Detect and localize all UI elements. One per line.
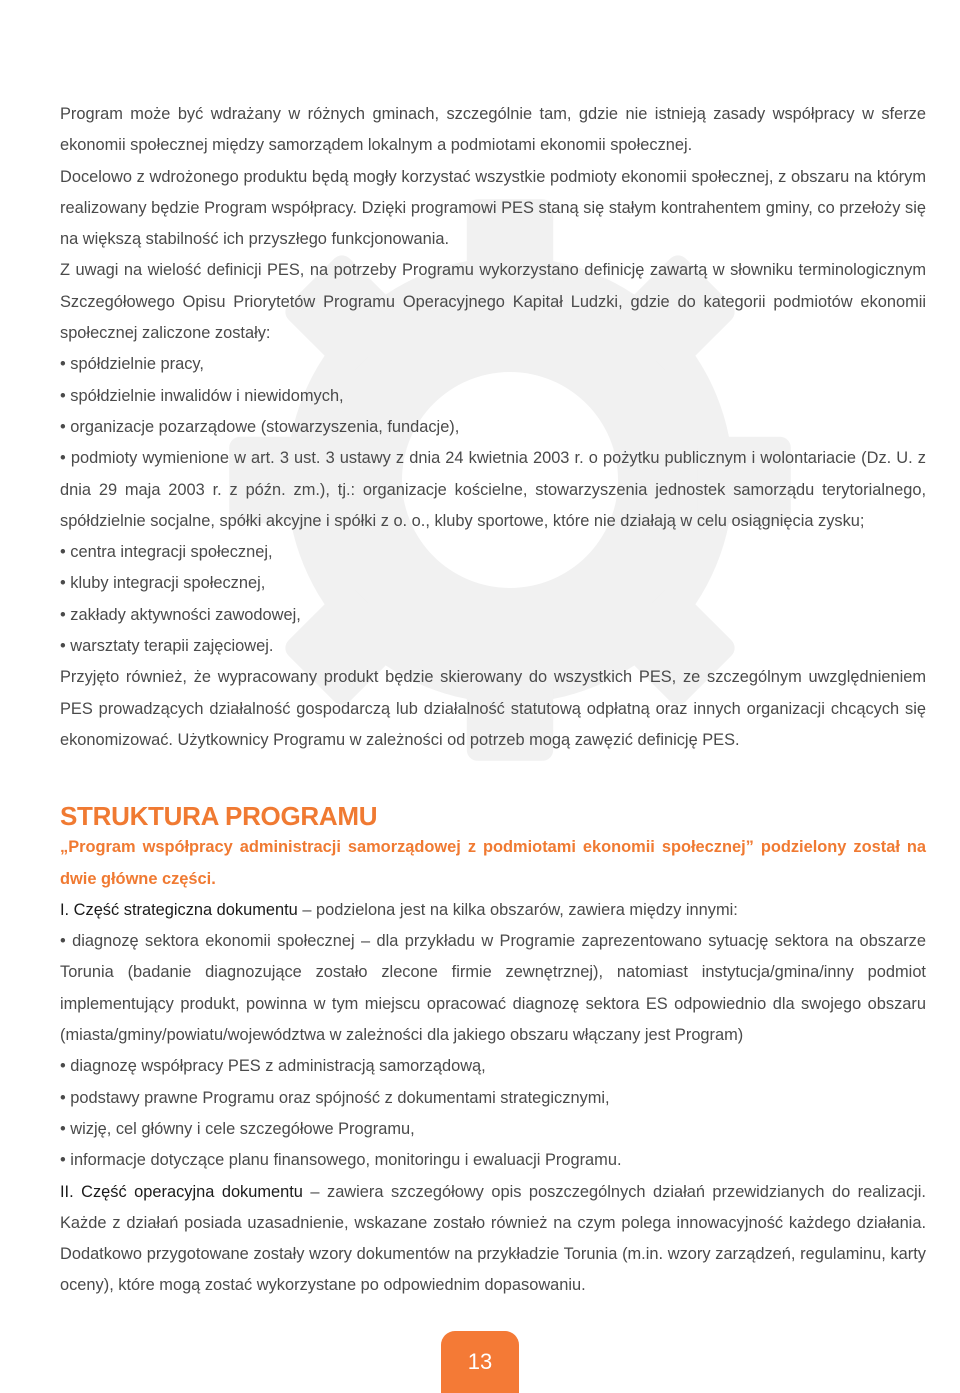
list-item: • diagnozę współpracy PES z administracją samorządową, (60, 1051, 926, 1082)
list-item: • zakłady aktywności zawodowej, (60, 600, 926, 631)
page-number-badge (441, 1331, 519, 1393)
list-item: • informacje dotyczące planu finansowego, monitoringu i ewaluacji Programu. (60, 1145, 926, 1176)
part1-text: – podzielona jest na kilka obszarów, zawiera między innymi: (297, 900, 738, 919)
intro-paragraph-2: Docelowo z wdrożonego produktu będą mogły korzystać wszystkie podmioty ekonomii społecznej, z obszaru na którym realizowany będzie Program współpracy. Dzięki programowi PES staną się stałym kontrahentem gminy, co przełoży się na większą stabilność ich przyszłego funkcjonowania. (60, 167, 926, 249)
document-body (60, 99, 926, 1302)
section-subheading: „Program współpracy administracji samorządowej z podmiotami ekonomii społecznej” podzielony został na dwie główne części. (60, 838, 926, 888)
part2-text: – zawiera szczegółowy opis poszczególnych działań przewidzianych do realizacji. Każde z działań posiada uzasadnienie, wskazane zostało również na czym polega innowacyjność każdego działania. Dodatkowo przygotowane zostały wzory dokumentów na przykładzie Torunia (m.in. wzory zarządzeń, regulaminu, karty oceny), które mogą zostać wykorzystane po odpowiednim dopasowaniu. (60, 1182, 926, 1295)
list-item: • organizacje pozarządowe (stowarzyszenia, fundacje), (60, 412, 926, 443)
part1-title: I. Część strategiczna dokumentu (60, 900, 298, 919)
part1-list (60, 926, 926, 1176)
list-item: • spółdzielnie pracy, (60, 349, 926, 380)
list-item: • centra integracji społecznej, (60, 537, 926, 568)
list-item: • wizję, cel główny i cele szczegółowe Programu, (60, 1114, 926, 1145)
list-item: • diagnozę sektora ekonomii społecznej – dla przykładu w Programie zaprezentowano sytuację sektora na obszarze Torunia (badanie diagnozujące zostało zlecone firmie zewnętrznej), natomiast instytucja/gmina/inny podmiot implementujący produkt, powinna w tym miejscu opracować diagnozę sektora ES odpowiednio dla swojego obszaru (miasta/gminy/powiatu/województwa w zależności dla jakiego obszaru włączany jest Program) (60, 926, 926, 1051)
list-item: • warsztaty terapii zajęciowej. (60, 631, 926, 662)
list-item: • spółdzielnie inwalidów i niewidomych, (60, 381, 926, 412)
part2-title: II. Część operacyjna dokumentu (60, 1182, 303, 1201)
list-item: • podstawy prawne Programu oraz spójność z dokumentami strategicznymi, (60, 1083, 926, 1114)
intro-paragraph-1: Program może być wdrażany w różnych gminach, szczególnie tam, gdzie nie istnieją zasady współpracy w sferze ekonomii społecznej między samorządem lokalnym a podmiotami ekonomii społecznej. (60, 105, 926, 155)
section-heading: STRUKTURA PROGRAMU (60, 801, 378, 832)
intro-paragraph-3: Z uwagi na wielość definicji PES, na potrzeby Programu wykorzystano definicję zawartą w słowniku terminologicznym Szczegółowego Opisu Priorytetów Programu Operacyjnego Kapitał Ludzki, gdzie do kategorii podmiotów ekonomii społecznej zaliczone zostały: (60, 261, 926, 343)
list-item: • podmioty wymienione w art. 3 ust. 3 ustawy z dnia 24 kwietnia 2003 r. o pożytku publicznym i wolontariacie (Dz. U. z dnia 29 maja 2003 r. z późn. zm.), tj.: organizacje kościelne, stowarzyszenia jednostek samorządu terytorialnego, spółdzielnie socjalne, spółki akcyjne i spółki z o. o., kluby sportowe, które nie działają w celu osiągnięcia zysku; (60, 443, 926, 537)
page-number: 13 (467, 1349, 493, 1374)
pes-category-list (60, 349, 926, 662)
part1-intro (60, 895, 926, 926)
list-item: • kluby integracji społecznej, (60, 568, 926, 599)
part2-intro (60, 1177, 926, 1302)
paragraph-after-list: Przyjęto również, że wypracowany produkt będzie skierowany do wszystkich PES, ze szczególnym uwzględnieniem PES prowadzących działalność gospodarczą lub działalność statutową odpłatną oraz innych organizacji chcących się ekonomizować. Użytkownicy Programu w zależności od potrzeb mogą zawęzić definicję PES. (60, 668, 926, 749)
